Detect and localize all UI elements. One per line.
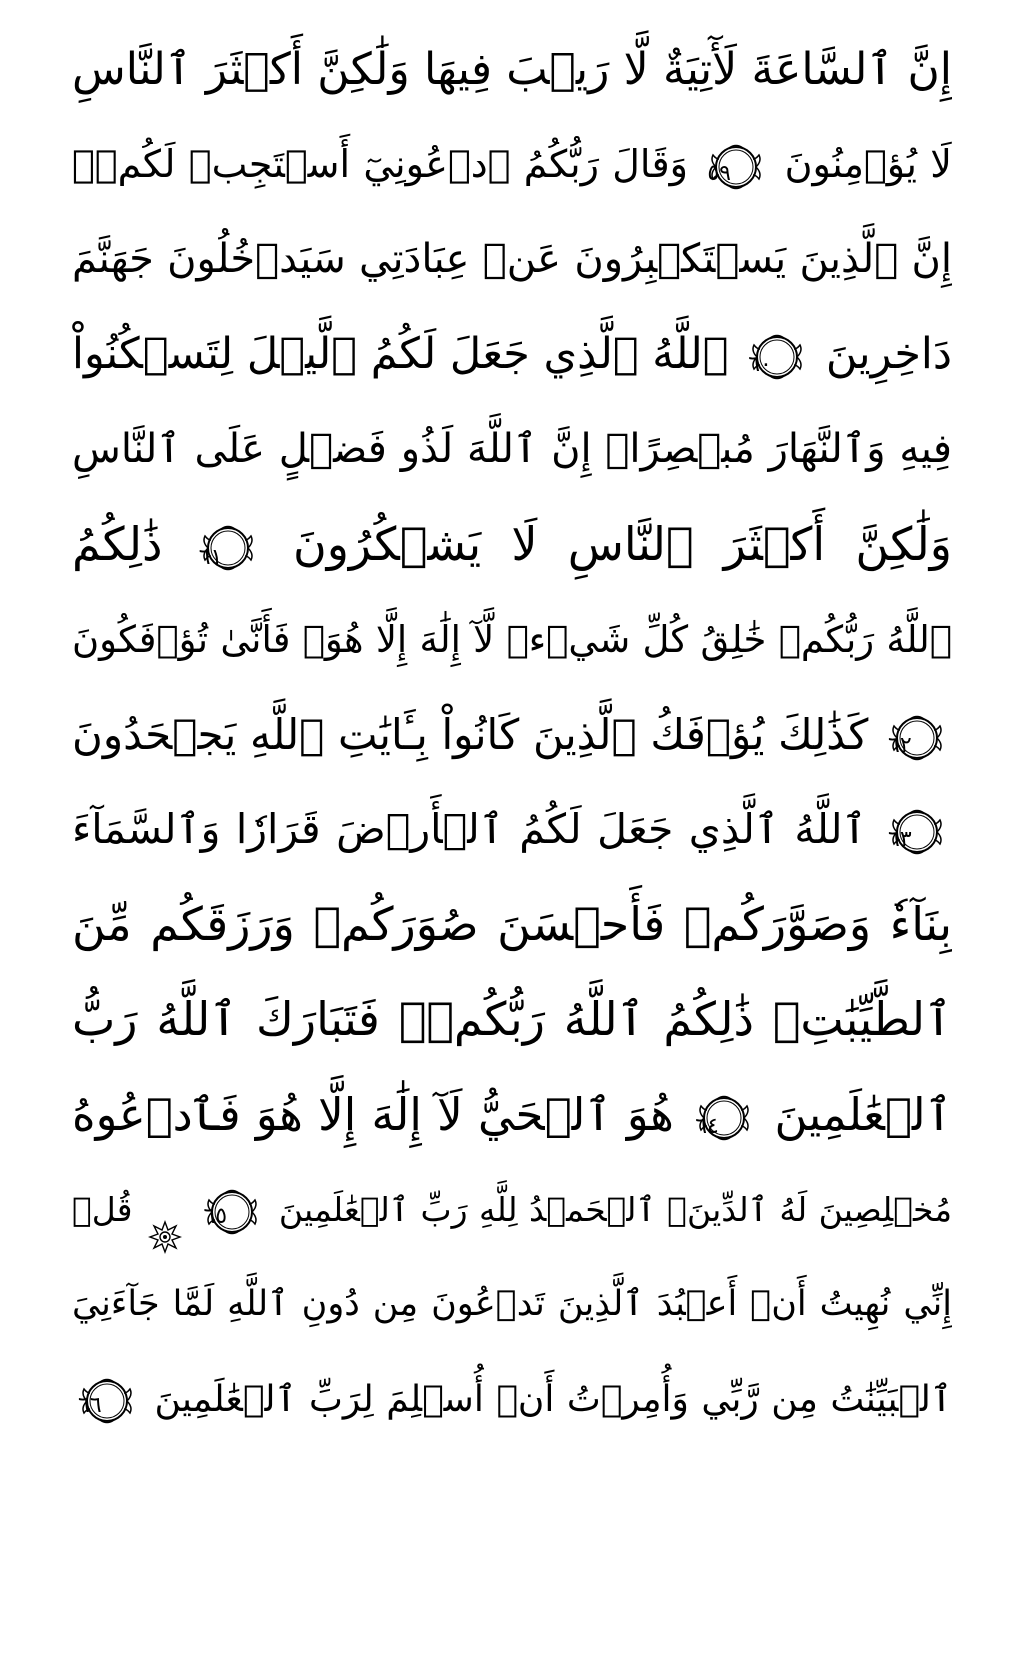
text-line — [72, 307, 952, 402]
verse-text: ٱللَّهُ ٱلَّذِي جَعَلَ لَكُمُ ٱلَّيۡلَ لِتَسۡكُنُواْ — [72, 329, 729, 379]
text-line — [72, 1067, 952, 1162]
ayah-number: ٦٤ — [695, 1114, 719, 1139]
verse-text: بِنَآءٗ وَصَوَّرَكُمۡ فَأَحۡسَنَ صُوَرَكُمۡ وَرَزَقَكُم مِّنَ — [72, 897, 952, 951]
verse-text: ٱلطَّيِّبَٰتِۚ ذَٰلِكُمُ ٱللَّهُ رَبُّكُمۡۖ فَتَبَارَكَ ٱللَّهُ رَبُّ — [72, 992, 952, 1046]
verse-text: ذَٰلِكُمُ — [72, 517, 163, 571]
ayah-number: ٦٠ — [748, 351, 772, 377]
text-line — [72, 22, 952, 117]
verse-text: دَاخِرِينَ — [825, 329, 952, 379]
text-line — [72, 497, 952, 592]
ayah-number: ٦٥ — [203, 1203, 228, 1229]
verse-text: إِنِّي نُهِيتُ أَنۡ أَعۡبُدَ ٱلَّذِينَ تَدۡعُونَ مِن دُونِ ٱللَّهِ لَمَّا جَآءَنِيَ — [72, 1284, 952, 1324]
ayah-number: ٦٣ — [888, 827, 912, 852]
ayah-number-marker — [78, 1375, 136, 1427]
ayah-number: ٦١ — [198, 544, 223, 570]
text-line — [72, 1352, 952, 1447]
text-line — [72, 592, 952, 687]
ayah-number-marker — [888, 712, 946, 764]
ayah-number-marker — [707, 141, 765, 193]
text-line — [72, 782, 952, 877]
verse-text: ٱللَّهُ ٱلَّذِي جَعَلَ لَكُمُ ٱلۡأَرۡضَ قَرَارٗا وَٱلسَّمَآءَ — [72, 805, 867, 853]
verse-text: كَذَٰلِكَ يُؤۡفَكُ ٱلَّذِينَ كَانُواْ بِـَٔايَٰتِ ٱللَّهِ يَجۡحَدُونَ — [72, 710, 869, 759]
verse-text: ٱلۡعَٰلَمِينَ — [774, 1088, 952, 1141]
verse-text: ٱلۡبَيِّنَٰتُ مِن رَّبِّي وَأُمِرۡتُ أَنۡ أُسۡلِمَ لِرَبِّ ٱلۡعَٰلَمِينَ — [154, 1379, 952, 1420]
ayah-number: ٥٩ — [707, 160, 731, 186]
ayah-number: ٦٦ — [78, 1393, 102, 1418]
text-line — [72, 402, 952, 497]
verse-text: ٱللَّهُ رَبُّكُمۡ خَٰلِقُ كُلِّ شَيۡءٖ لَّآ إِلَٰهَ إِلَّا هُوَۖ فَأَنَّىٰ تُؤۡفَكُونَ — [72, 618, 952, 661]
ayah-number-marker — [695, 1092, 753, 1144]
verse-text: لَا يُؤۡمِنُونَ — [784, 142, 952, 186]
text-line — [72, 877, 952, 972]
verse-text: قُلۡ — [72, 1190, 133, 1229]
verse-text: إِنَّ ٱلسَّاعَةَ لَأٓتِيَةٌ لَّا رَيۡبَ فِيهَا وَلَٰكِنَّ أَكۡثَرَ ٱلنَّاسِ — [72, 44, 952, 95]
text-line — [72, 1162, 952, 1257]
ayah-number-marker — [203, 1186, 261, 1238]
sajda-icon — [148, 1195, 182, 1229]
ayah-number-marker — [199, 522, 257, 574]
verse-text: مُخۡلِصِينَ لَهُ ٱلدِّينَۗ ٱلۡحَمۡدُ لِلَّهِ رَبِّ ٱلۡعَٰلَمِينَ — [278, 1190, 952, 1229]
verse-text: وَلَٰكِنَّ أَكۡثَرَ ٱلنَّاسِ لَا يَشۡكُرُونَ — [292, 517, 952, 571]
ayah-number: ٦٢ — [888, 732, 912, 758]
verse-text: هُوَ ٱلۡحَيُّ لَآ إِلَٰهَ إِلَّا هُوَ فَٱدۡعُوهُ — [72, 1088, 674, 1141]
text-line — [72, 212, 952, 307]
verse-text: فِيهِ وَٱلنَّهَارَ مُبۡصِرًاۚ إِنَّ ٱللَّهَ لَذُو فَضۡلٍ عَلَى ٱلنَّاسِ — [72, 426, 952, 472]
text-line — [72, 117, 952, 212]
ayah-number-marker — [888, 806, 946, 858]
verse-text: إِنَّ ٱلَّذِينَ يَسۡتَكۡبِرُونَ عَنۡ عِبَادَتِي سَيَدۡخُلُونَ جَهَنَّمَ — [72, 236, 952, 282]
ayah-number-marker — [748, 331, 806, 383]
verse-text: وَقَالَ رَبُّكُمُ ٱدۡعُونِيٓ أَسۡتَجِبۡ لَكُمۡۚ — [72, 142, 688, 186]
text-line — [72, 1257, 952, 1352]
text-line — [72, 972, 952, 1067]
text-line — [72, 687, 952, 782]
text-lines — [72, 22, 952, 1447]
